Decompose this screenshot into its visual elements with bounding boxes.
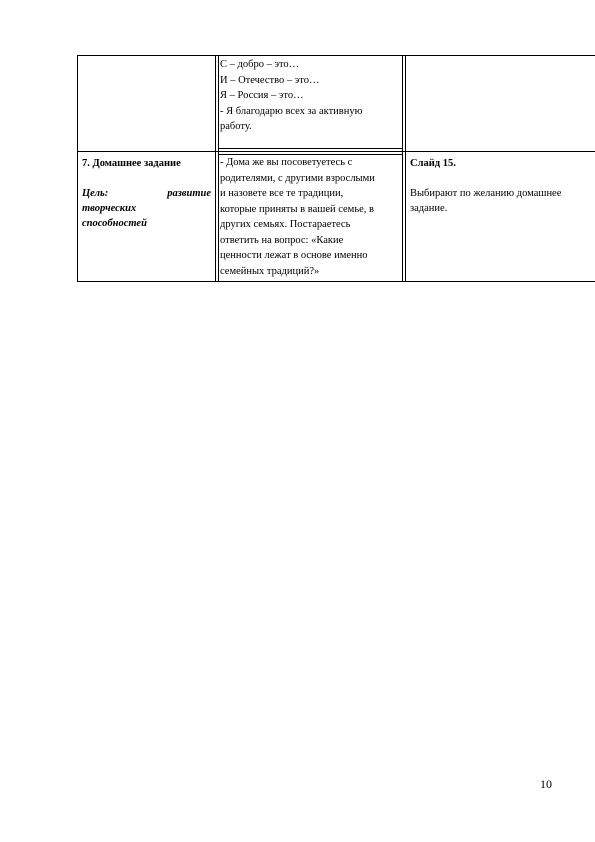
teacher-line: С – добро – это… bbox=[220, 59, 300, 70]
lesson-plan-table bbox=[77, 55, 595, 282]
teacher-line: родителями, с другими взрослыми bbox=[220, 172, 375, 184]
goal-line: творческих bbox=[82, 202, 137, 214]
slide-title: Слайд 15. bbox=[410, 158, 456, 169]
teacher-line: других семьях. Постараетесь bbox=[220, 219, 351, 230]
teacher-line: работу. bbox=[220, 121, 252, 132]
teacher-activity-cell bbox=[216, 152, 406, 282]
table-row bbox=[78, 152, 595, 282]
teacher-line: и назовете все те традиции, bbox=[220, 188, 344, 199]
teacher-activity-cell bbox=[216, 56, 406, 152]
teacher-line: ценности лежат в основе именно bbox=[220, 250, 368, 261]
student-line: Выбирают по желанию домашнее bbox=[410, 187, 562, 199]
goal-word: развитие bbox=[167, 187, 211, 199]
student-activity-cell bbox=[406, 152, 595, 282]
goal-line bbox=[82, 186, 211, 201]
stage-cell-empty bbox=[78, 56, 216, 152]
teacher-line: - Дома же вы посоветуетесь с bbox=[220, 157, 353, 168]
stage-cell bbox=[78, 152, 216, 282]
student-line: задание. bbox=[410, 202, 448, 214]
stage-title: 7. Домашнее задание bbox=[82, 158, 181, 169]
teacher-line: ответить на вопрос: «Какие bbox=[220, 234, 344, 246]
page-number: 10 bbox=[540, 777, 552, 791]
student-activity-cell-empty bbox=[406, 56, 595, 152]
goal-line: способностей bbox=[82, 217, 147, 229]
table-row bbox=[78, 56, 595, 152]
teacher-line: которые приняты в вашей семье, в bbox=[220, 203, 374, 215]
teacher-line: Я – Россия – это… bbox=[220, 90, 304, 101]
goal-label: Цель: bbox=[82, 187, 109, 199]
teacher-line: семейных традиций?» bbox=[220, 265, 320, 277]
teacher-line: И – Отечество – это… bbox=[220, 74, 320, 86]
teacher-line: - Я благодарю всех за активную bbox=[220, 105, 363, 117]
